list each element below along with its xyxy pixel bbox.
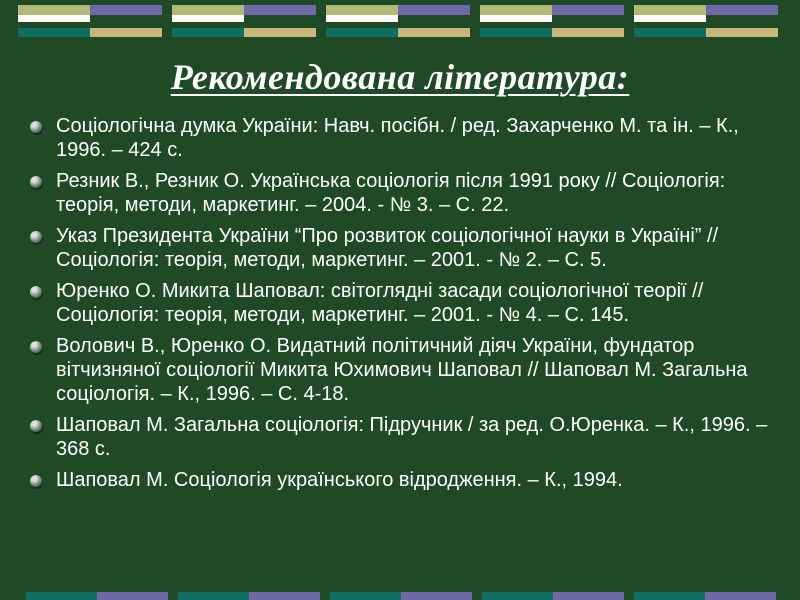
slide-title: Рекомендована література:	[170, 57, 630, 97]
list-item	[30, 169, 780, 217]
reference-text: Шаповал М. Соціологія українського відродження. – К., 1994.	[56, 469, 623, 491]
sphere-bullet-icon	[30, 286, 42, 298]
list-item	[30, 114, 780, 162]
sphere-bullet-icon	[30, 176, 42, 188]
decorative-block	[480, 5, 624, 37]
reference-text: Волович В., Юренко О. Видатний політичний діяч України, фундатор вітчизняної соціології Микита Юхимович Шаповал // Шаповал М. Загальна соціологія. – К., 1996. – С. 4-18.	[56, 335, 748, 405]
list-item	[30, 334, 780, 406]
sphere-bullet-icon	[30, 231, 42, 243]
reference-text: Соціологічна думка України: Навч. посібн. / ред. Захарченко М. та ін. – К., 1996. – 424 с.	[56, 115, 739, 161]
decorative-block	[326, 5, 470, 37]
list-item	[30, 413, 780, 461]
reference-text: Резник В., Резник О. Українська соціологія після 1991 року // Соціологія: теорія, методи, маркетинг. – 2004. - № 3. – С. 22.	[56, 170, 726, 216]
reference-text: Юренко О. Микита Шаповал: світоглядні засади соціологічної теорії // Соціологія: теорія, методи, маркетинг. – 2001. - № 4. – С. 145.	[56, 280, 704, 326]
sphere-bullet-icon	[30, 475, 42, 487]
sphere-bullet-icon	[30, 121, 42, 133]
decorative-block	[172, 5, 316, 37]
reference-text: Шаповал М. Загальна соціологія: Підручник / за ред. О.Юренка. – К., 1996. – 368 с.	[56, 414, 768, 460]
reference-text: Указ Президента України “Про розвиток соціологічної науки в Україні” // Соціологія: теорія, методи, маркетинг. – 2001. - № 2. – С. 5.	[56, 225, 719, 271]
list-item	[30, 224, 780, 272]
list-item	[30, 279, 780, 327]
sphere-bullet-icon	[30, 341, 42, 353]
decorative-block	[18, 5, 162, 37]
reference-list	[30, 114, 780, 499]
sphere-bullet-icon	[30, 420, 42, 432]
top-decorative-band	[0, 0, 800, 44]
decorative-block	[634, 5, 778, 37]
list-item	[30, 468, 780, 492]
bottom-decorative-band	[0, 592, 800, 600]
